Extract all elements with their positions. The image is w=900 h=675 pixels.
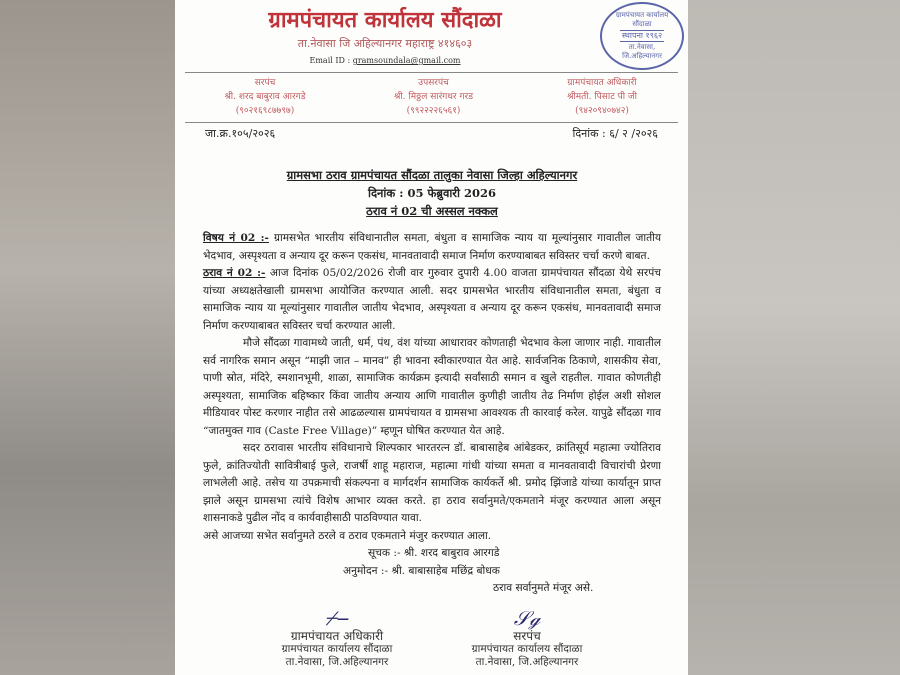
official-role: सरपंच [254,78,276,88]
resolution-heading [203,166,661,184]
document-page [175,0,688,675]
stamp-center-text: स्थापना १९६२ [621,31,663,40]
resolution-text: आज दिनांक 05/02/2026 रोजी वार गुरुवार दुपारी 4.00 वाजता ग्रामपंचायत सौंदळा येथे सरपंच यांच्या अध्यक्षतेखाली ग्रामसभा आयोजित करण्यात आली. सदर ग्रामसभेत भारतीय संविधानातील समता, बंधुता व सामाजिक न्याय या मूल्यांनुसार गावातील जातीय भेदभाव, अस्पृश्यता व अन्याय दूर करून एकसंध, मानवतावादी समाज निर्माण करण्याबाबत सविस्तर चर्चा करण्यात आली. [203,267,661,332]
letter-date: दिनांक : ६/ २ /२०२६ [572,127,658,140]
official-role: उपसरपंच [418,78,449,88]
official-name: श्रीमती. पिसाट पी जी [567,92,637,102]
paragraph: सदर ठरावास भारतीय संविधानाचे शिल्पकार भारतरत्न डॉ. बाबासाहेब आंबेडकर, क्रांतिसूर्य महात्मा ज्योतिराव फुले, क्रांतिज्योती सावित्रीबाई फुले, राजर्षी शाहू महाराज, महात्मा गांधी यांच्या समता व मानवतावादी विचारांची प्रेरणा लाभलेली आहे. तसेच या उपक्रमाची संकल्पना व मार्गदर्शन सामाजिक कार्यकर्ते श्री. प्रमोद झिंजाडे यांच्या कार्यातून प्राप्त झाले असून ग्रामसभा त्यांचे विशेष आभार व्यक्त करते. हा ठराव सर्वानुमते/एकमताने मंजूर करण्यात आला असून शासनाकडे पुढील नोंद व कार्यवाहीसाठी पाठविण्यात यावा. [203,442,661,524]
letterhead-address: ता.नेवासा जि अहिल्यानगर महाराष्ट्र ४१४६०३ [297,37,473,50]
subject-text: ग्रामसभेत भारतीय संविधानातील समता, बंधुता व सामाजिक न्याय या मूल्यांनुसार गावातील जातीय भेदभाव, अस्पृश्यता व अन्याय दूर करून एकसंध, मानवतावादी समाज निर्माण करण्याबाबत सविस्तर चर्चा करणे बाबत. [203,232,662,262]
signature-sarpanch [442,606,612,669]
official-role: ग्रामपंचायत अधिकारी [567,78,637,88]
subject-paragraph [203,230,661,265]
seconder: अनुमोदन :- श्री. बाबासाहेब मछिंद्र बोधक [343,564,500,577]
letterhead-title: ग्रामपंचायत कार्यालय सौंदाळा [268,7,502,33]
resolution-copy-title [203,202,661,220]
email-address: gramsoundala@gmail.com [352,56,461,65]
stamp-ring-text-bottom: ता.नेवासा, जि.अहिल्यानगर [622,43,662,60]
resolution-paragraph [203,265,661,335]
blurred-background-left [0,0,175,675]
signatory-office: ग्रामपंचायत कार्यालय सौंदाळा [281,642,393,655]
office-seal-stamp [600,2,684,70]
divider [185,122,678,123]
signatory-title: सरपंच [513,628,541,643]
signatory-place: ता.नेवासा, जि.अहिल्यानगर [475,655,579,668]
signature-row [203,606,661,669]
signatory-title: ग्रामपंचायत अधिकारी [290,628,384,643]
signatory-place: ता.नेवासा, जि.अहिल्यानगर [285,655,389,668]
official-phone: (९९२२२२६५६१) [406,106,461,116]
blurred-background-right [688,0,900,675]
divider [185,72,678,73]
official-gram-adhikari [522,76,682,118]
resolution-body [203,230,661,598]
signature-gram-adhikari [252,606,422,669]
letterhead-email [175,56,595,65]
reference-number: जा.क्र.१०५/२०२६ [205,127,276,140]
official-name: श्री. शरद बाबुराव आरगडे [224,92,306,102]
official-phone: (९४२०९४०७४२) [575,106,629,116]
paragraph: असे आजच्या सभेत सर्वानुमते ठरले व ठराव एकमताने मंजुर करण्यात आला. [203,529,492,542]
handwritten-signature: ⌿‒ [324,605,350,630]
resolution-date: दिनांक : 05 फेब्रुवारी 2026 [367,186,497,200]
proposer: सूचक :- श्री. शरद बाबुराव आरगडे [368,547,500,559]
heading-line: ठराव नं 02 ची अस्सल नक्कल [366,204,498,218]
official-upsarpanch [351,76,516,118]
stamp-ring-text: ग्रामपंचायत कार्यालय सौंदाळा [615,11,669,28]
official-phone: (९०२१६९८७७९७) [235,106,295,116]
heading-line: ग्रामसभा ठराव ग्रामपंचायत सौंदळा तालुका नेवासा जिल्हा अहिल्यानगर [286,168,578,182]
official-name: श्री. मिठ्ठल सारंगधर गरड [393,92,474,102]
resolution-label: ठराव नं 02 :- [203,267,266,279]
subject-label: विषय नं 02 :- [203,232,269,244]
email-label: Email ID : [309,56,351,65]
official-sarpanch [185,76,345,118]
signatory-office: ग्रामपंचायत कार्यालय सौंदाळा [471,642,583,655]
resolution-content [203,166,661,669]
paragraph: मौजे सौंदळा गावामध्ये जाती, धर्म, पंथ, वंश यांच्या आधारावर कोणताही भेदभाव केला जाणार नाही. गावातील सर्व नागरिक समान असून “माझी जात – मानव” ही भावना स्वीकारण्यात येत आहे. सार्वजनिक ठिकाणे, शासकीय सेवा, पाणी स्रोत, मंदिरे, स्मशानभूमी, शाळा, सामाजिक कार्यक्रम इत्यादी सर्वांसाठी समान व खुले राहतील. गावात कोणतीही अस्पृश्यता, सामाजिक बहिष्कार किंवा जातीय अन्याय आणि गावातील कुणीही जातीय तेढ निर्माण होईल अशी सोशल मीडियावर पोस्ट करणार नाहीत तसे आढळल्यास ग्रामपंचायत व ग्रामसभा आवश्यक ती कारवाई करेल. यापुढे सौंदळा गाव “जातमुक्त गाव (Caste Free Village)” म्हणून घोषित करण्यात येत आहे. [203,337,661,437]
handwritten-signature: 𝒮ℊ [513,605,541,630]
approval-note: ठराव सर्वानुमते मंजूर असे. [493,582,594,594]
